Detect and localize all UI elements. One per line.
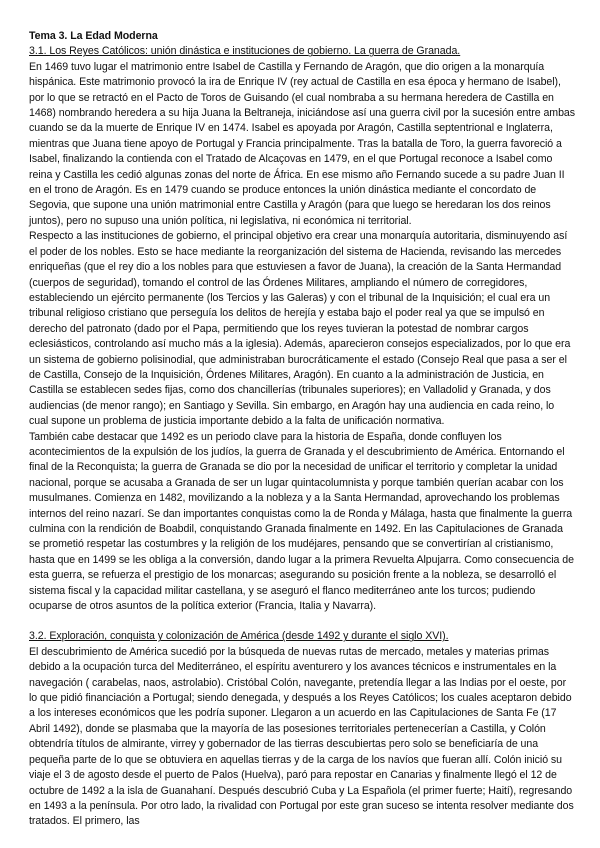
section-2-paragraph-1: El descubrimiento de América sucedió por la búsqueda de nuevas rutas de mercado, metales y materias primas debido a la ocupación turca del Mediterráneo, el espíritu aventurero y los avances técnicos e instrumentales en la navegación ( carabelas, naos, astrolabio). Cristóbal Colón, navegante, pretendía llegar a las Indias por el oeste, por lo que pidió financiación a Portugal; siendo denegada, y después a los Reyes Católicos; los cuales aceptaron debido a los intereses económicos que les podría suponer. Llegaron a un acuerdo en las Capitulaciones de Santa Fe (17 Abril 1492), donde se plasmaba que la mayoría de las posesiones territoriales pertenecerían a Castilla, y Colón obtendría títulos de almirante, virrey y gobernador de las tierras descubiertas pero solo se beneficiaría de una pequeña parte de lo que se obtuviera en aquellas tierras y de la carga de los navíos que fueran allí. Colón inició su viaje el 3 de agosto desde el puerto de Palos (Huelva), paró para repostar en Canarias y finalmente llegó el 12 de octubre de 1492 a la isla de Guanahaní. Después descubrió Cuba y La Española (el primer fuerte; Haití), regresando en 1493 a la península. Por otro lado, la rivalidad con Portugal por este gran suceso se intenta resolver mediante dos tratados. El primero, las xyxy=(29,645,574,828)
section-1-paragraph-3: También cabe destacar que 1492 es un periodo clave para la historia de España, donde confluyen los acontecimientos de la expulsión de los judíos, la guerra de Granada y el descubrimiento de América. Entornando el final de la Reconquista; la guerra de Granada se dio por la necesidad de unificar el territorio y completar la unidad nacional, porque se acusaba a Granada de ser un lugar quintacolumnista y porque también querían acabar con los musulmanes. Comienza en 1482, movilizando a la nobleza y a la Santa Hermandad, aprovechando los problemas internos del reino nazarí. Se dan importantes conquistas como la de Ronda y Málaga, hasta que finalmente la guerra culmina con la rendición de Boabdil, conquistando Granada finalmente en 1492. En las Capitulaciones de Granada se prometió respetar las costumbres y la religión de los mudéjares, pensando que se convertirían al cristianismo, hasta que en 1499 se les obliga a la conversión, dando lugar a la primera Revuelta Alpujarra. Como consecuencia de esta guerra, se refuerza el prestigio de los monarcas; asegurando su posición frente a la nobleza, se desarrolló el sistema fiscal y la capacidad militar castellana, y se aseguró el flanco mediterráneo ante los turcos; pudiendo ocuparse de otros asuntos de la política exterior (Francia, Italia y Navarra). xyxy=(29,430,574,613)
section-2-heading: 3.2. Exploración, conquista y colonización de América (desde 1492 y durante el siglo XVI). xyxy=(29,630,449,643)
section-1-heading: 3.1. Los Reyes Católicos: unión dinástica e instituciones de gobierno. La guerra de Granada. xyxy=(29,45,461,58)
section-1-paragraph-2: Respecto a las instituciones de gobierno, el principal objetivo era crear una monarquía autoritaria, disminuyendo así el poder de los nobles. Esto se hace mediante la reorganización del sistema de Hacienda, revisando las mercedes enriqueñas (que el rey dio a los nobles para que estuviesen a favor de Juana), la creación de la Santa Hermandad (cuerpos de seguridad), tomando el control de las Órdenes Militares, ampliando el número de corregidores, estableciendo un ejército permanente (los Tercios y las Galeras) y con el tribunal de la Inquisición; el cual era un tribunal religioso cristiano que perseguía los delitos de herejía y estaba bajo el poder real ya que se impulsó en derecho del patronato (dado por el Papa, permitiendo que los reyes tuvieran la potestad de nombrar cargos eclesiásticos, controlando así mucho más a la iglesia). Además, aparecieron consejos especializados, por lo que era un sistema de gobierno polisinodial, que administraban burocráticamente el estado (Consejo Real que pasa a ser el de Castilla, Consejo de la Inquisición, Órdenes Militares, Aragón). En cuanto a la administración de Justicia, en Castilla se establecen sedes fijas, como dos chancillerías (tribunales superiores); en Valladolid y Granada, y dos audiencias (de menor rango); en Santiago y Sevilla. Sin embargo, en Aragón hay una audiencia en cada reino, lo cual supone un problema de justicia importante debido a la falta de unificación normativa. xyxy=(29,230,571,428)
document-title: Tema 3. La Edad Moderna xyxy=(29,30,158,42)
section-1-paragraph-1: En 1469 tuvo lugar el matrimonio entre Isabel de Castilla y Fernando de Aragón, que dio origen a la monarquía hispánica. Este matrimonio provocó la ira de Enrique IV (rey actual de Castilla en esa época y hermano de Isabel), por lo que se retractó en el Pacto de Toros de Guisando (el cual nombraba a su hermana heredera de Castilla en 1468) nombrando heredera a su hija Juana la Beltraneja, iniciándose así una guerra civil por la sucesión entre ambas cuando se da la muerte de Enrique IV en 1474. Isabel es apoyada por Aragón, Castilla septentrional e Inglaterra, mientras que Juana tiene apoyo de Portugal y Francia principalmente. Tras la batalla de Toro, la guerra favoreció a Isabel, finalizando la contienda con el Tratado de Alcaçovas en 1479, en el que Portugal reconoce a Isabel como reina y Castilla les cedió algunas zonas del norte de África. En ese mismo año Fernando sucede a su padre Juan II en el trono de Aragón. Es en 1479 cuando se produce entonces la unión dinástica mediante el concordato de Segovia, que supone una unión matrimonial entre Castilla y Aragón (para que luego se heredaran los dos reinos juntos), pero no supuso una unión política, ni legislativa, ni económica ni territorial. xyxy=(29,60,576,227)
document-page xyxy=(29,29,575,830)
